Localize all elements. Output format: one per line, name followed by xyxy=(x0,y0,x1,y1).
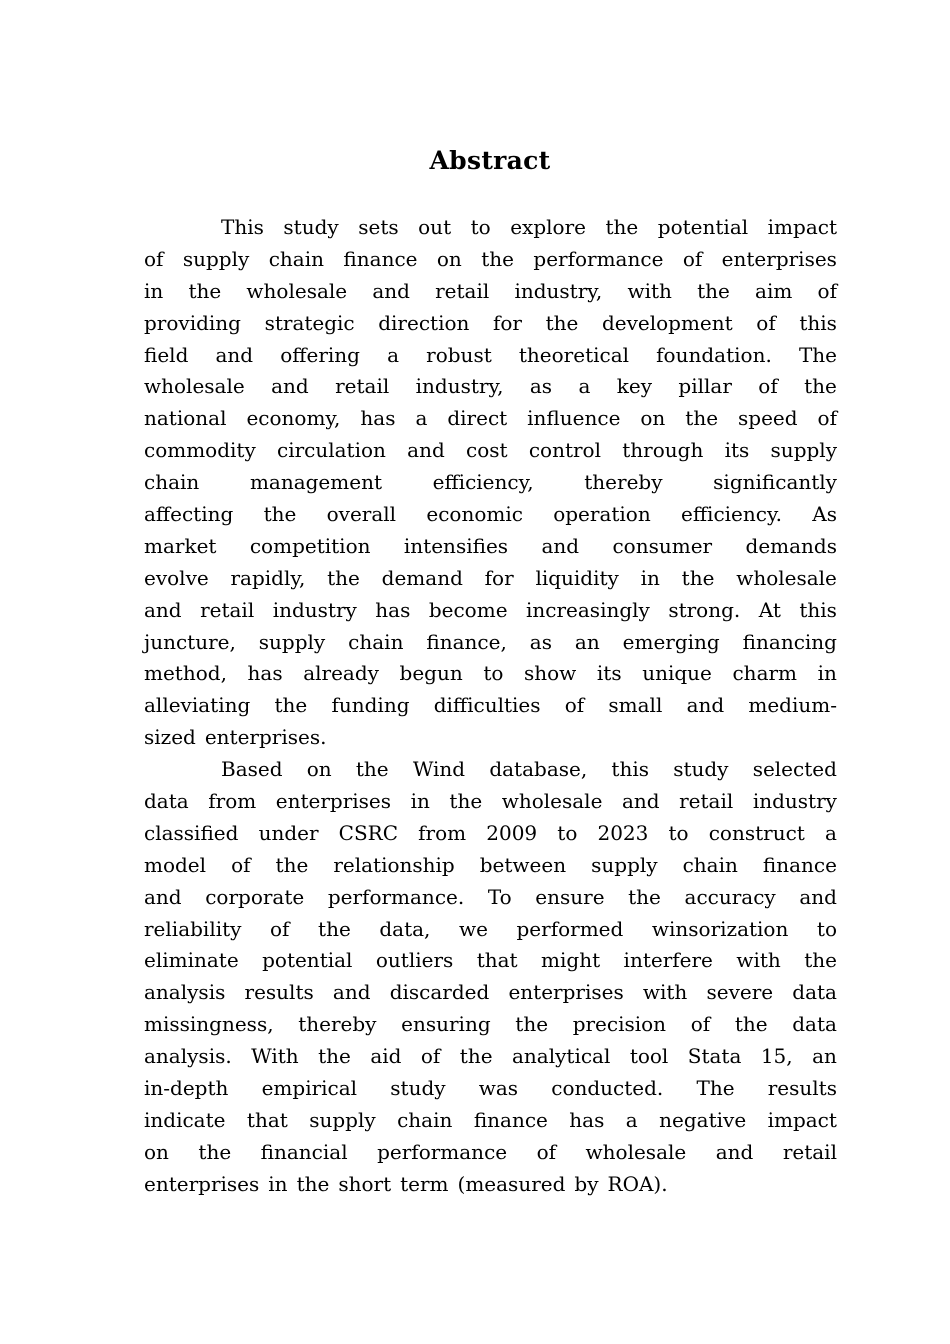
word: in xyxy=(144,278,164,303)
word: wholesale xyxy=(144,374,245,399)
word: demand xyxy=(381,565,463,590)
word: industry, xyxy=(514,278,603,303)
word: impact xyxy=(767,1107,837,1132)
word: the xyxy=(198,1139,232,1164)
word: to xyxy=(816,916,837,941)
word: chain xyxy=(144,470,200,495)
word: has xyxy=(247,661,283,686)
word: the xyxy=(327,565,360,590)
word: and xyxy=(621,789,660,814)
word: become xyxy=(428,597,508,622)
word: to xyxy=(668,820,689,845)
text-line xyxy=(144,1169,837,1201)
word: finance xyxy=(343,246,418,271)
word: emerging xyxy=(622,629,720,654)
word: With xyxy=(251,1044,299,1069)
text-line xyxy=(144,1137,837,1169)
word: interfere xyxy=(623,948,713,973)
word: intensifies xyxy=(403,533,509,558)
text-line xyxy=(144,722,837,754)
word: results xyxy=(767,1076,837,1101)
word: in-depth xyxy=(144,1076,229,1101)
word: through xyxy=(622,438,704,463)
word: in xyxy=(268,1171,288,1196)
word: economic xyxy=(426,502,523,527)
word: the xyxy=(628,884,661,909)
word: corporate xyxy=(205,884,305,909)
word: commodity xyxy=(144,438,256,463)
word: retail xyxy=(679,789,734,814)
word: indicate xyxy=(144,1107,226,1132)
word: data xyxy=(144,789,189,814)
word: construct xyxy=(708,820,805,845)
word: of xyxy=(270,916,290,941)
word: efficiency, xyxy=(432,470,534,495)
word: the xyxy=(685,406,719,431)
word: study xyxy=(390,1076,446,1101)
text-line xyxy=(144,627,837,659)
word: impact xyxy=(767,215,837,239)
text-line xyxy=(144,340,837,372)
abstract-heading: Abstract xyxy=(429,146,551,175)
word: as xyxy=(529,374,553,399)
word: finance xyxy=(762,852,837,877)
word: finance, xyxy=(426,629,507,654)
word: thereby xyxy=(584,470,663,495)
word: for xyxy=(492,310,522,335)
word: might xyxy=(541,948,601,973)
text-line xyxy=(144,308,837,340)
word: the xyxy=(515,1012,549,1037)
word: the xyxy=(318,1044,351,1069)
text-line xyxy=(144,435,837,467)
word: ROA). xyxy=(607,1171,668,1196)
word: classified xyxy=(144,820,239,845)
word: has xyxy=(375,597,411,622)
word: the xyxy=(355,757,389,782)
word: of xyxy=(817,278,837,303)
text-line xyxy=(144,882,837,914)
word: eliminate xyxy=(144,948,239,973)
word: consumer xyxy=(612,533,713,558)
word: enterprises xyxy=(275,789,392,814)
word: 15, xyxy=(760,1044,793,1069)
word: study xyxy=(283,215,339,239)
word: 2023 xyxy=(597,820,649,845)
word: industry xyxy=(752,789,837,814)
word: explore xyxy=(510,215,586,239)
word: method, xyxy=(144,661,227,686)
word: alleviating xyxy=(144,693,251,718)
word: accuracy xyxy=(684,884,776,909)
text-line xyxy=(144,690,837,722)
word: that xyxy=(476,948,518,973)
word: has xyxy=(569,1107,605,1132)
word: from xyxy=(208,789,257,814)
word: 2009 xyxy=(486,820,538,845)
word: by xyxy=(574,1171,599,1196)
text-line xyxy=(144,818,837,850)
word: Stata xyxy=(687,1044,742,1069)
text-line xyxy=(144,1041,837,1073)
word: (measured xyxy=(457,1171,566,1196)
word: of xyxy=(231,852,251,877)
word: development xyxy=(601,310,733,335)
text-line xyxy=(144,1073,837,1105)
word: data xyxy=(792,1012,837,1037)
word: foundation. xyxy=(656,342,772,367)
word: The xyxy=(696,1076,735,1101)
word: robust xyxy=(426,342,492,367)
word: a xyxy=(387,342,400,367)
word: offering xyxy=(280,342,360,367)
word: tool xyxy=(629,1044,669,1069)
word: negative xyxy=(659,1107,747,1132)
word: overall xyxy=(326,502,397,527)
text-line xyxy=(144,786,837,818)
word: circulation xyxy=(277,438,386,463)
word: a xyxy=(415,406,428,431)
word: and xyxy=(407,438,445,463)
word: we xyxy=(458,916,488,941)
word: selected xyxy=(752,757,837,782)
word: a xyxy=(824,820,837,845)
text-line xyxy=(144,276,837,308)
word: financing xyxy=(742,629,837,654)
word: a xyxy=(578,374,591,399)
word: with xyxy=(642,980,688,1005)
word: This xyxy=(221,215,264,239)
word: potential xyxy=(262,948,353,973)
word: of xyxy=(756,310,776,335)
word: performance xyxy=(377,1139,508,1164)
word: The xyxy=(798,342,837,367)
word: of xyxy=(144,246,164,271)
word: under xyxy=(258,820,319,845)
word: on xyxy=(144,1139,169,1164)
word: from xyxy=(418,820,467,845)
word: retail xyxy=(200,597,255,622)
text-line xyxy=(144,1009,837,1041)
word: and xyxy=(144,597,182,622)
word: its xyxy=(724,438,750,463)
word: on xyxy=(436,246,462,271)
text-line xyxy=(144,371,837,403)
word: for xyxy=(484,565,514,590)
word: direction xyxy=(378,310,470,335)
word: economy, xyxy=(246,406,341,431)
word: on xyxy=(306,757,332,782)
word: data xyxy=(792,980,837,1005)
text-line xyxy=(144,212,837,244)
word: this xyxy=(799,310,837,335)
paragraph-1 xyxy=(144,212,837,754)
word: As xyxy=(812,502,837,527)
word: of xyxy=(682,246,703,271)
word: retail xyxy=(435,278,490,303)
word: of xyxy=(758,374,778,399)
text-line xyxy=(144,850,837,882)
word: of xyxy=(690,1012,711,1037)
word: model xyxy=(144,852,207,877)
word: funding xyxy=(331,693,410,718)
word: analytical xyxy=(511,1044,611,1069)
word: performed xyxy=(516,916,624,941)
word: enterprises xyxy=(144,1171,260,1196)
word: sized xyxy=(144,725,196,750)
text-line xyxy=(144,403,837,435)
text-line xyxy=(144,1105,837,1137)
word: competition xyxy=(249,533,371,558)
word: Wind xyxy=(412,757,466,782)
word: aid xyxy=(370,1044,402,1069)
word: of xyxy=(420,1044,441,1069)
word: with xyxy=(736,948,781,973)
word: the xyxy=(274,693,308,718)
word: direct xyxy=(447,406,508,431)
text-line xyxy=(144,595,837,627)
word: short xyxy=(338,1171,392,1196)
word: and xyxy=(271,374,309,399)
word: in xyxy=(640,565,660,590)
word: and xyxy=(215,342,254,367)
word: results xyxy=(244,980,314,1005)
word: an xyxy=(574,629,600,654)
word: the xyxy=(449,789,483,814)
word: liquidity xyxy=(535,565,619,590)
word: wholesale xyxy=(246,278,348,303)
word: a xyxy=(625,1107,638,1132)
word: the xyxy=(734,1012,768,1037)
abstract-body xyxy=(144,212,837,1201)
word: strategic xyxy=(264,310,355,335)
word: chain xyxy=(682,852,738,877)
word: begun xyxy=(399,661,463,686)
word: of xyxy=(564,693,585,718)
word: significantly xyxy=(713,470,837,495)
word: rapidly, xyxy=(230,565,306,590)
word: reliability xyxy=(144,916,242,941)
word: out xyxy=(418,215,452,239)
word: to xyxy=(483,661,504,686)
word: outliers xyxy=(375,948,454,973)
word: Based xyxy=(221,757,283,782)
word: supply xyxy=(182,246,250,271)
text-line xyxy=(144,531,837,563)
word: to xyxy=(557,820,578,845)
word: the xyxy=(804,948,837,973)
word: the xyxy=(459,1044,493,1069)
word: small xyxy=(608,693,663,718)
word: severe xyxy=(706,980,774,1005)
word: To xyxy=(487,884,512,909)
word: has xyxy=(360,406,396,431)
word: the xyxy=(804,374,837,399)
word: potential xyxy=(657,215,749,239)
word: enterprises xyxy=(508,980,624,1005)
word: database, xyxy=(489,757,588,782)
word: chain xyxy=(397,1107,453,1132)
text-line xyxy=(144,244,837,276)
text-line xyxy=(144,914,837,946)
word: pillar xyxy=(678,374,732,399)
word: difficulties xyxy=(433,693,541,718)
word: performance. xyxy=(327,884,465,909)
word: control xyxy=(528,438,601,463)
word: national xyxy=(144,406,227,431)
word: the xyxy=(318,916,351,941)
word: supply xyxy=(309,1107,376,1132)
word: and xyxy=(541,533,580,558)
word: supply xyxy=(770,438,837,463)
word: speed xyxy=(738,406,798,431)
word: and xyxy=(332,980,371,1005)
word: supply xyxy=(258,629,326,654)
word: increasingly xyxy=(526,597,650,622)
word: term xyxy=(400,1171,449,1196)
word: winsorization xyxy=(651,916,789,941)
word: demands xyxy=(745,533,837,558)
word: performance xyxy=(533,246,664,271)
text-line xyxy=(144,467,837,499)
word: the xyxy=(188,278,222,303)
word: the xyxy=(681,565,715,590)
word: its xyxy=(596,661,622,686)
word: relationship xyxy=(333,852,455,877)
word: At xyxy=(758,597,781,622)
word: evolve xyxy=(144,565,209,590)
word: and xyxy=(799,884,837,909)
paragraph-2 xyxy=(144,754,837,1200)
word: key xyxy=(616,374,653,399)
word: between xyxy=(479,852,567,877)
word: supply xyxy=(591,852,658,877)
word: discarded xyxy=(389,980,490,1005)
word: strong. xyxy=(668,597,741,622)
word: the xyxy=(697,278,730,303)
word: wholesale xyxy=(736,565,837,590)
word: that xyxy=(246,1107,288,1132)
word: theoretical xyxy=(518,342,630,367)
word: was xyxy=(478,1076,519,1101)
word: this xyxy=(611,757,649,782)
word: the xyxy=(605,215,639,239)
text-line xyxy=(144,499,837,531)
word: sets xyxy=(358,215,399,239)
word: industry xyxy=(272,597,357,622)
word: and xyxy=(144,884,182,909)
word: cost xyxy=(466,438,508,463)
word: study xyxy=(673,757,729,782)
word: providing xyxy=(144,310,241,335)
word: and xyxy=(686,693,725,718)
word: industry, xyxy=(415,374,504,399)
word: ensuring xyxy=(401,1012,491,1037)
word: in xyxy=(817,661,837,686)
word: chain xyxy=(348,629,404,654)
word: wholesale xyxy=(585,1139,687,1164)
word: unique xyxy=(642,661,712,686)
word: influence xyxy=(527,406,621,431)
word: charm xyxy=(732,661,798,686)
word: in xyxy=(410,789,430,814)
word: of xyxy=(536,1139,557,1164)
word: on xyxy=(640,406,666,431)
word: empirical xyxy=(261,1076,358,1101)
text-line xyxy=(144,945,837,977)
word: chain xyxy=(268,246,325,271)
word: affecting xyxy=(144,502,234,527)
word: management xyxy=(249,470,382,495)
word: operation xyxy=(553,502,651,527)
word: juncture, xyxy=(144,629,236,654)
word: data, xyxy=(379,916,431,941)
word: wholesale xyxy=(501,789,603,814)
word: and xyxy=(372,278,410,303)
word: field xyxy=(144,342,189,367)
word: analysis. xyxy=(144,1044,232,1069)
word: the xyxy=(275,852,309,877)
word: retail xyxy=(335,374,390,399)
text-line xyxy=(144,754,837,786)
word: show xyxy=(524,661,577,686)
word: missingness, xyxy=(144,1012,274,1037)
word: retail xyxy=(782,1139,837,1164)
word: the xyxy=(481,246,514,271)
text-line xyxy=(144,658,837,690)
word: ensure xyxy=(535,884,605,909)
word: already xyxy=(303,661,379,686)
word: an xyxy=(812,1044,837,1069)
word: as xyxy=(529,629,552,654)
text-line xyxy=(144,563,837,595)
word: enterprises. xyxy=(204,725,327,750)
word: aim xyxy=(755,278,793,303)
word: analysis xyxy=(144,980,226,1005)
word: the xyxy=(263,502,297,527)
word: finance xyxy=(473,1107,548,1132)
word: the xyxy=(296,1171,330,1196)
word: to xyxy=(470,215,491,239)
word: medium- xyxy=(748,693,837,718)
word: thereby xyxy=(298,1012,377,1037)
text-line xyxy=(144,977,837,1009)
word: conducted. xyxy=(551,1076,664,1101)
word: efficiency. xyxy=(681,502,782,527)
word: with xyxy=(627,278,672,303)
word: and xyxy=(715,1139,754,1164)
word: the xyxy=(545,310,579,335)
word: market xyxy=(144,533,217,558)
word: precision xyxy=(572,1012,667,1037)
word: enterprises xyxy=(721,246,837,271)
word: this xyxy=(799,597,837,622)
word: of xyxy=(817,406,837,431)
word: financial xyxy=(260,1139,348,1164)
word: CSRC xyxy=(338,820,399,845)
